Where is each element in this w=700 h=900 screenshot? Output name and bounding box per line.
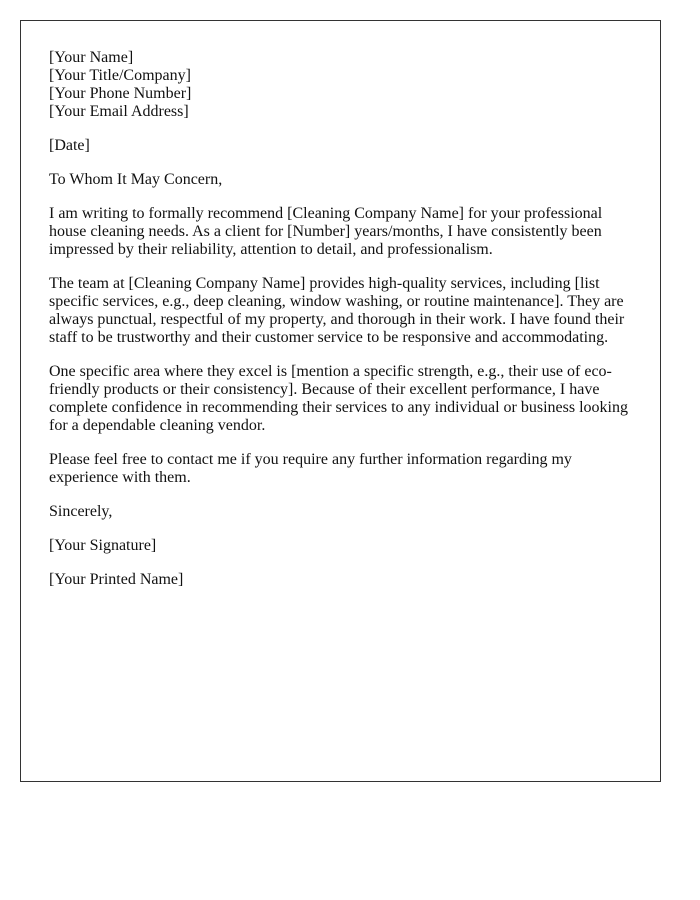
recommendation-letter <box>20 20 661 782</box>
printed-name: [Your Printed Name] <box>49 571 184 588</box>
body-paragraph-1: I am writing to formally recommend [Cleaning Company Name] for your professional house cleaning needs. As a client for [Number] years/months, I have consistently been impressed by their reliability, attention to detail, and professionalism. <box>49 205 603 258</box>
closing: Sincerely, <box>49 503 113 520</box>
body-paragraph-4: Please feel free to contact me if you require any further information regarding my experience with them. <box>49 451 572 486</box>
sender-name: [Your Name] <box>49 49 134 66</box>
signature: [Your Signature] <box>49 537 157 554</box>
sender-block <box>49 49 632 121</box>
salutation: To Whom It May Concern, <box>49 171 223 188</box>
sender-title-company: [Your Title/Company] <box>49 67 191 84</box>
sender-phone: [Your Phone Number] <box>49 85 192 102</box>
body-paragraph-2: The team at [Cleaning Company Name] provides high-quality services, including [list specific services, e.g., deep cleaning, window washing, or routine maintenance]. They are always punctual, respectful of my property, and thorough in their work. I have found their staff to be trustworthy and their customer service to be responsive and accommodating. <box>49 275 625 346</box>
letter-date: [Date] <box>49 137 90 154</box>
sender-email: [Your Email Address] <box>49 103 189 120</box>
body-paragraph-3: One specific area where they excel is [mention a specific strength, e.g., their use of eco-friendly products or their consistency]. Because of their excellent performance, I have complete confidence in recommending their services to any individual or business looking for a dependable cleaning vendor. <box>49 363 628 434</box>
